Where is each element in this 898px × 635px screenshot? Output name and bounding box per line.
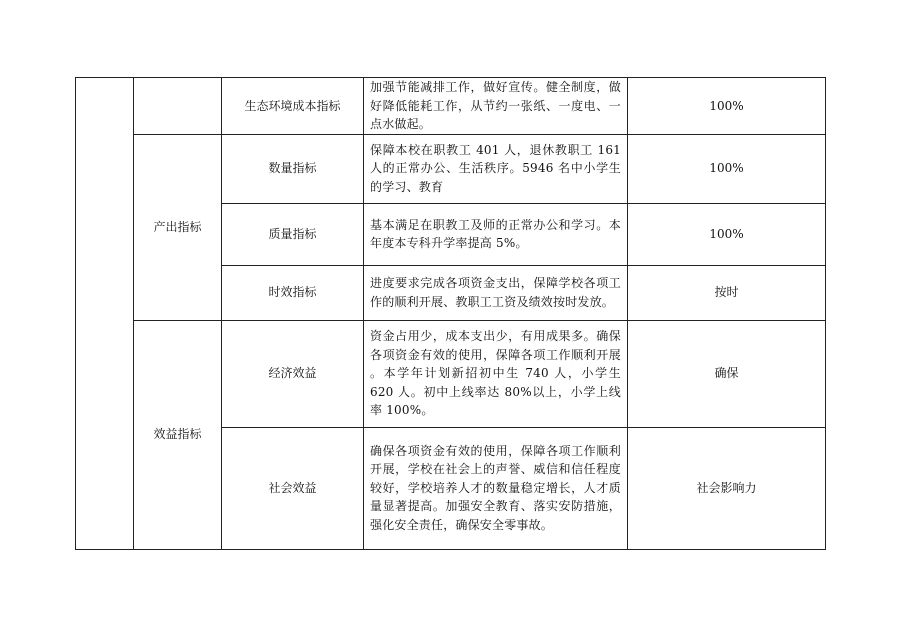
indicator-description-cell <box>364 320 628 427</box>
table-row <box>76 78 826 135</box>
indicator-target-cell: 100% <box>628 203 826 265</box>
indicator-description-cell <box>364 134 628 203</box>
indicator-description: 确保各项资金有效的使用，保障各项工作顺利开展，学校在社会上的声誉、威信和信任程度较好，学校培养人才的数量稳定增长，人才质量显著提高。加强安全教育、落实安防措施，强化安全责任，确保安全零事故。 <box>370 443 621 532</box>
indicator-target-cell: 100% <box>628 78 826 135</box>
indicator-description: 加强节能减排工作，做好宣传。健全制度，做好降低能耗工作，从节约一张纸、一度电、一点水做起。 <box>370 80 621 131</box>
second-level-indicator-cell: 效益指标 <box>134 320 222 549</box>
table-row <box>76 134 826 203</box>
indicator-description-cell <box>364 427 628 549</box>
indicator-description: 进度要求完成各项资金支出，保障学校各项工作的顺利开展、教职工工资及绩效按时发放。 <box>370 276 621 309</box>
indicator-description-cell <box>364 265 628 320</box>
indicator-target-cell: 按时 <box>628 265 826 320</box>
third-level-indicator-cell: 生态环境成本指标 <box>222 78 364 135</box>
second-level-indicator-cell: 产出指标 <box>134 134 222 320</box>
table-row <box>76 320 826 427</box>
third-level-indicator-cell: 经济效益 <box>222 320 364 427</box>
performance-indicator-table <box>75 77 826 550</box>
third-level-indicator-cell: 质量指标 <box>222 203 364 265</box>
indicator-description: 资金占用少，成本支出少，有用成果多。确保各项资金有效的使用，保障各项工作顺利开展 。本学年计划新招初中生 740 人，小学生 620 人。初中上线率达 80%以上，小学上线率 100%。 <box>370 329 621 418</box>
indicator-description-cell <box>364 78 628 135</box>
first-level-indicator-cell <box>76 78 134 550</box>
third-level-indicator-cell: 数量指标 <box>222 134 364 203</box>
third-level-indicator-cell: 时效指标 <box>222 265 364 320</box>
indicator-target-cell: 社会影响力 <box>628 427 826 549</box>
indicator-description-cell <box>364 203 628 265</box>
second-level-indicator-cell <box>134 78 222 135</box>
indicator-description: 保障本校在职教工 401 人，退休教职工 161 人的正常办公、生活秩序。5946 名中小学生的学习、教育 <box>370 142 621 194</box>
indicator-description: 基本满足在职教工及师的正常办公和学习。本年度本专科升学率提高 5%。 <box>370 217 621 250</box>
indicator-target-cell: 100% <box>628 134 826 203</box>
third-level-indicator-cell: 社会效益 <box>222 427 364 549</box>
indicator-target-cell: 确保 <box>628 320 826 427</box>
